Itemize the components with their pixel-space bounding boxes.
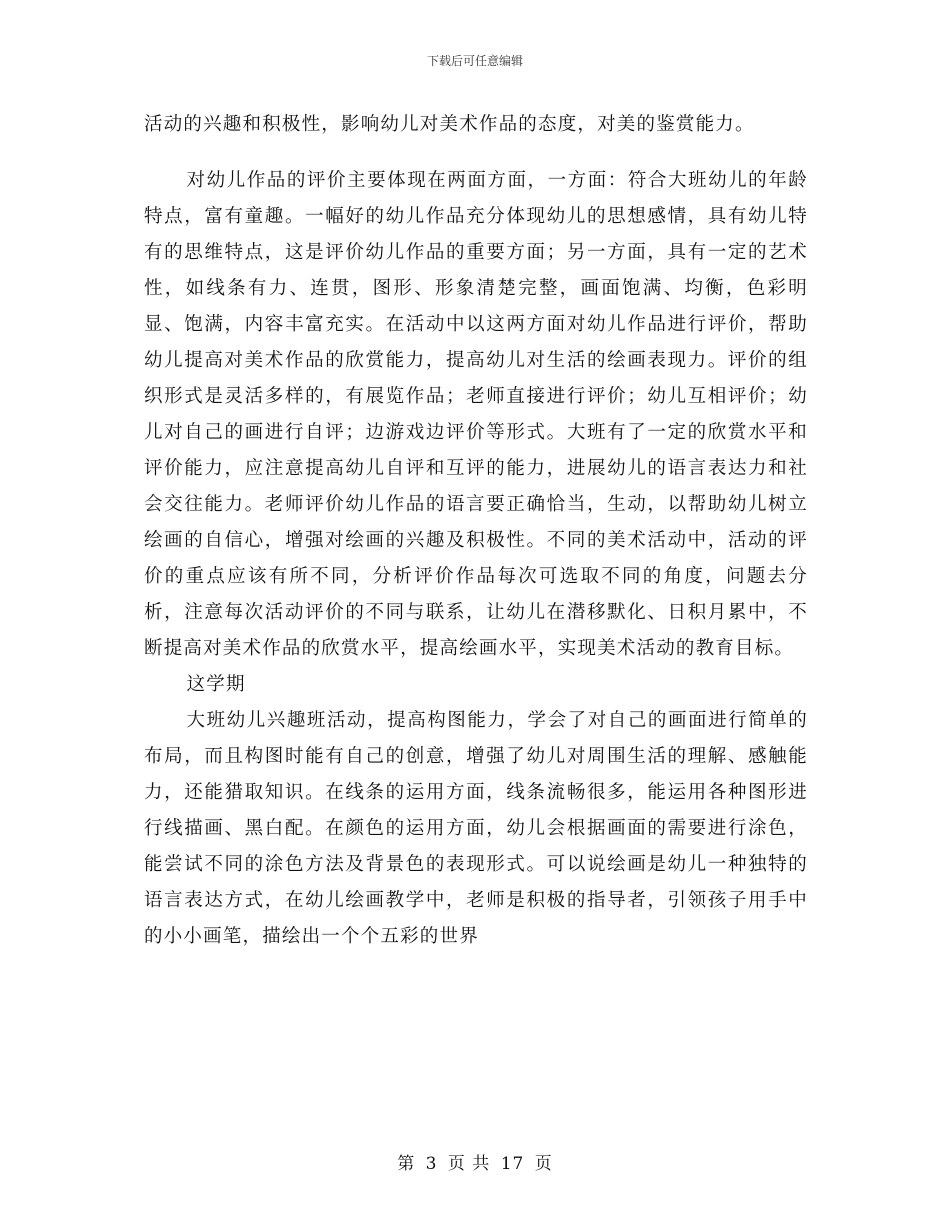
footer-total-pages: 17 (500, 1154, 525, 1174)
page-footer (0, 1153, 950, 1175)
footer-prefix: 第 (397, 1154, 416, 1174)
footer-middle: 页 共 (447, 1154, 491, 1174)
paragraph-gap (144, 143, 808, 163)
page-header-note: 下载后可任意编辑 (426, 54, 523, 68)
paragraph-continuation: 活动的兴趣和积极性，影响幼儿对美术作品的态度，对美的鉴赏能力。 (144, 114, 755, 135)
footer-suffix: 页 (534, 1154, 553, 1174)
paragraph-class-activity: 大班幼儿兴趣班活动，提高构图能力，学会了对自己的画面进行简单的布局，而且构图时能有自己的创意，增强了幼儿对周围生活的理解、感触能力，还能猎取知识。在线条的运用方面，线条流畅很多，能运用各种图形进行线描画、黑白配。在颜色的运用方面，幼儿会根据画面的需要进行涂色，能尝试不同的涂色方法及背景色的表现形式。可以说绘画是幼儿一种独特的语言表达方式，在幼儿绘画教学中，老师是积极的指导者，引领孩子用手中的小小画笔，描绘出一个个五彩的世界 (144, 710, 808, 947)
document-body (144, 107, 808, 955)
paragraph-evaluation: 对幼儿作品的评价主要体现在两面方面，一方面：符合大班幼儿的年龄特点，富有童趣。一幅好的幼儿作品充分体现幼儿的思想感情，具有幼儿特有的思维特点，这是评价幼儿作品的重要方面；另一方面，具有一定的艺术性，如线条有力、连贯，图形、形象清楚完整，画面饱满、均衡，色彩明显、饱满，内容丰富充实。在活动中以这两方面对幼儿作品进行评价，帮助幼儿提高对美术作品的欣赏能力，提高幼儿对生活的绘画表现力。评价的组织形式是灵活多样的，有展览作品；老师直接进行评价；幼儿互相评价；幼儿对自己的画进行自评；边游戏边评价等形式。大班有了一定的欣赏水平和评价能力，应注意提高幼儿自评和互评的能力，进展幼儿的语言表达力和社会交往能力。老师评价幼儿作品的语言要正确恰当，生动，以帮助幼儿树立绘画的自信心，增强对绘画的兴趣及积极性。不同的美术活动中，活动的评价的重点应该有所不同，分析评价作品每次可选取不同的角度，问题去分析，注意每次活动评价的不同与联系，让幼儿在潜移默化、日积月累中，不断提高对美术作品的欣赏水平，提高绘画水平，实现美术活动的教育目标。 (144, 170, 808, 659)
footer-current-page: 3 (425, 1154, 438, 1174)
paragraph-this-semester: 这学期 (186, 674, 246, 695)
